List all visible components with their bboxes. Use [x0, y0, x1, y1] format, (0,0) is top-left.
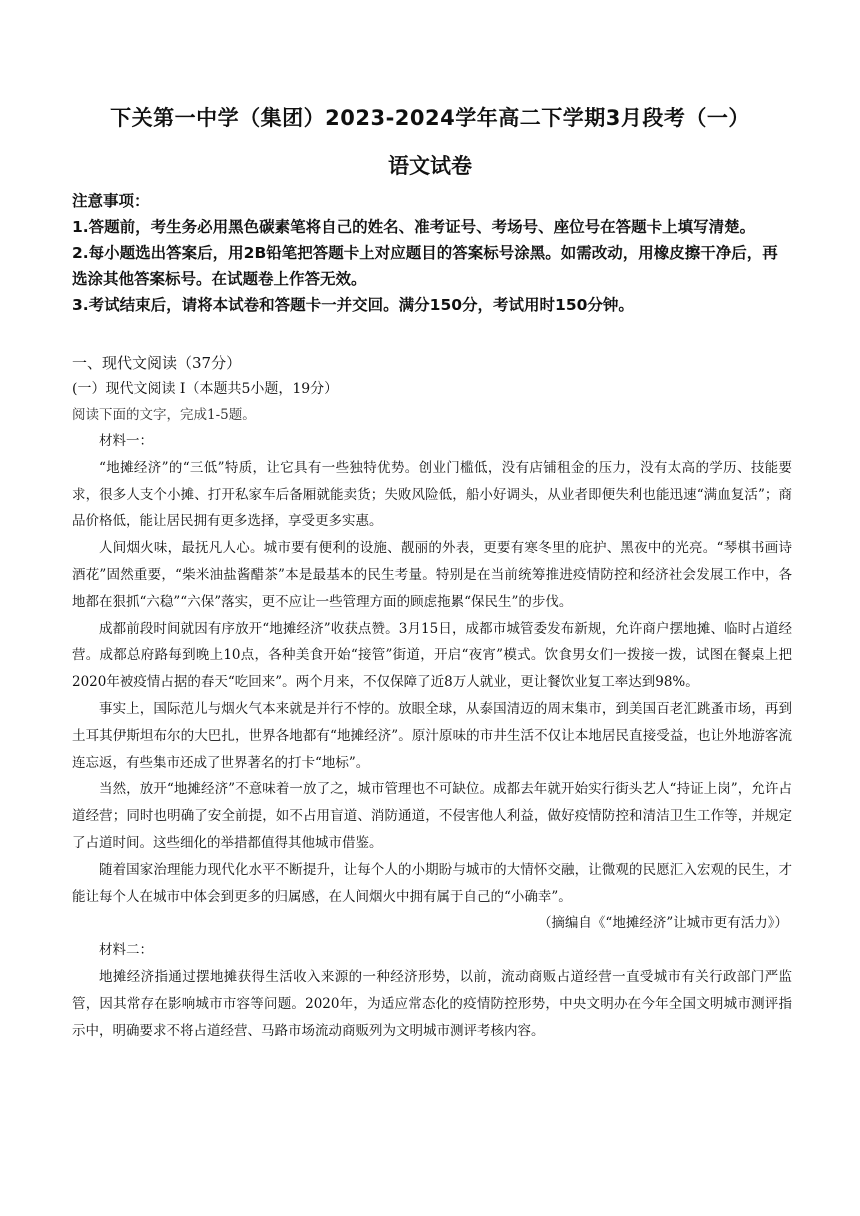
notice-block: [72, 188, 792, 318]
material1-label: 材料一：: [99, 433, 153, 449]
notice-item-1: 1.答题前，考生务必用黑色碳素笔将自己的姓名、准考证号、考场号、座位号在答题卡上填写清楚。: [72, 218, 756, 236]
material1-paragraph: 人间烟火味，最抚凡人心。城市要有便利的设施、靓丽的外表，更要有寒冬里的庇护、黑夜中的光亮。“琴棋书画诗酒花”固然重要，“柴米油盐酱醋茶”本是最基本的民生考量。特别是在当前统筹推进疫情防控和经济社会发展工作中，各地都在狠抓“六稳”“六保”落实，更不应让一些管理方面的顾虑拖累“保民生”的步伐。: [72, 540, 792, 610]
notice-heading: 注意事项：: [72, 192, 150, 210]
reading-instruction: 阅读下面的文字，完成1-5题。: [72, 407, 256, 423]
exam-subtitle: 语文试卷: [388, 154, 472, 178]
material1-paragraph: “地摊经济”的“三低”特质，让它具有一些独特优势。创业门槛低，没有店铺租金的压力，没有太高的学历、技能要求，很多人支个小摊、打开私家车后备厢就能卖货；失败风险低，船小好调头，从业者即便失利也能迅速“满血复活”；商品价格低，能让居民拥有更多选择，享受更多实惠。: [72, 459, 792, 530]
subpart-heading: (一）现代文阅读 I（本题共5小题，19分）: [72, 381, 339, 397]
material1-paragraph: 随着国家治理能力现代化水平不断提升，让每个人的小期盼与城市的大情怀交融，让微观的民愿汇入宏观的民生，才能让每个人在城市中体会到更多的归属感，在人间烟火中拥有属于自己的“小确幸”。: [72, 861, 792, 905]
material1-paragraph: 当然，放开“地摊经济”不意味着一放了之，城市管理也不可缺位。成都去年就开始实行街头艺人“持证上岗”，允许占道经营；同时也明确了安全前提，如不占用盲道、消防通道，不侵害他人利益，做好疫情防控和清洁卫生工作等，并规定了占道时间。这些细化的举措都值得其他城市借鉴。: [72, 781, 792, 851]
part-heading: 一、现代文阅读（37分）: [72, 354, 242, 372]
material1-paragraph: 事实上，国际范儿与烟火气本来就是并行不悖的。放眼全球，从泰国清迈的周末集市，到美国百老汇跳蚤市场，再到土耳其伊斯坦布尔的大巴扎，世界各地都有“地摊经济”。原汁原味的市井生活不仅让本地居民直接受益，也让外地游客流连忘返，有些集市还成了世界著名的打卡“地标”。: [72, 700, 792, 771]
material2-label: 材料二：: [99, 942, 153, 959]
section-header: [72, 350, 792, 428]
material1-paragraph: 成都前段时间就因有序放开“地摊经济”收获点赞。3月15日，成都市城管委发布新规，允许商户摆地摊、临时占道经营。成都总府路每到晚上10点，各种美食开始“接管”街道，开启“夜宵”模式。饮食男女们一拨接一拨，试图在餐桌上把2020年被疫情占据的春天“吃回来”。两个月来，不仅保障了近8万人就业，更让餐饮业复工率达到98%。: [72, 620, 792, 691]
notice-item-2: 2.每小题选出答案后，用2B铅笔把答题卡上对应题目的答案标号涂黑。如需改动，用橡皮擦干净后，再选涂其他答案标号。在试题卷上作答无效。: [72, 244, 778, 288]
material1-source: （摘编自《“地摊经济”让城市更有活力》）: [537, 915, 788, 932]
exam-title: 下关第一中学（集团）2023-2024学年高二下学期3月段考（一）: [110, 106, 750, 130]
reading-material: [72, 428, 792, 1044]
notice-item-3: 3.考试结束后，请将本试卷和答题卡一并交回。满分150分，考试用时150分钟。: [72, 296, 634, 314]
material2-paragraph: 地摊经济指通过摆地摊获得生活收入来源的一种经济形势，以前，流动商贩占道经营一直受城市有关行政部门严监管，因其常存在影响城市市容等问题。2020年，为适应常态化的疫情防控形势，中央文明办在今年全国文明城市测评指示中，明确要求不将占道经营、马路市场流动商贩列为文明城市测评考核内容。: [72, 968, 792, 1039]
